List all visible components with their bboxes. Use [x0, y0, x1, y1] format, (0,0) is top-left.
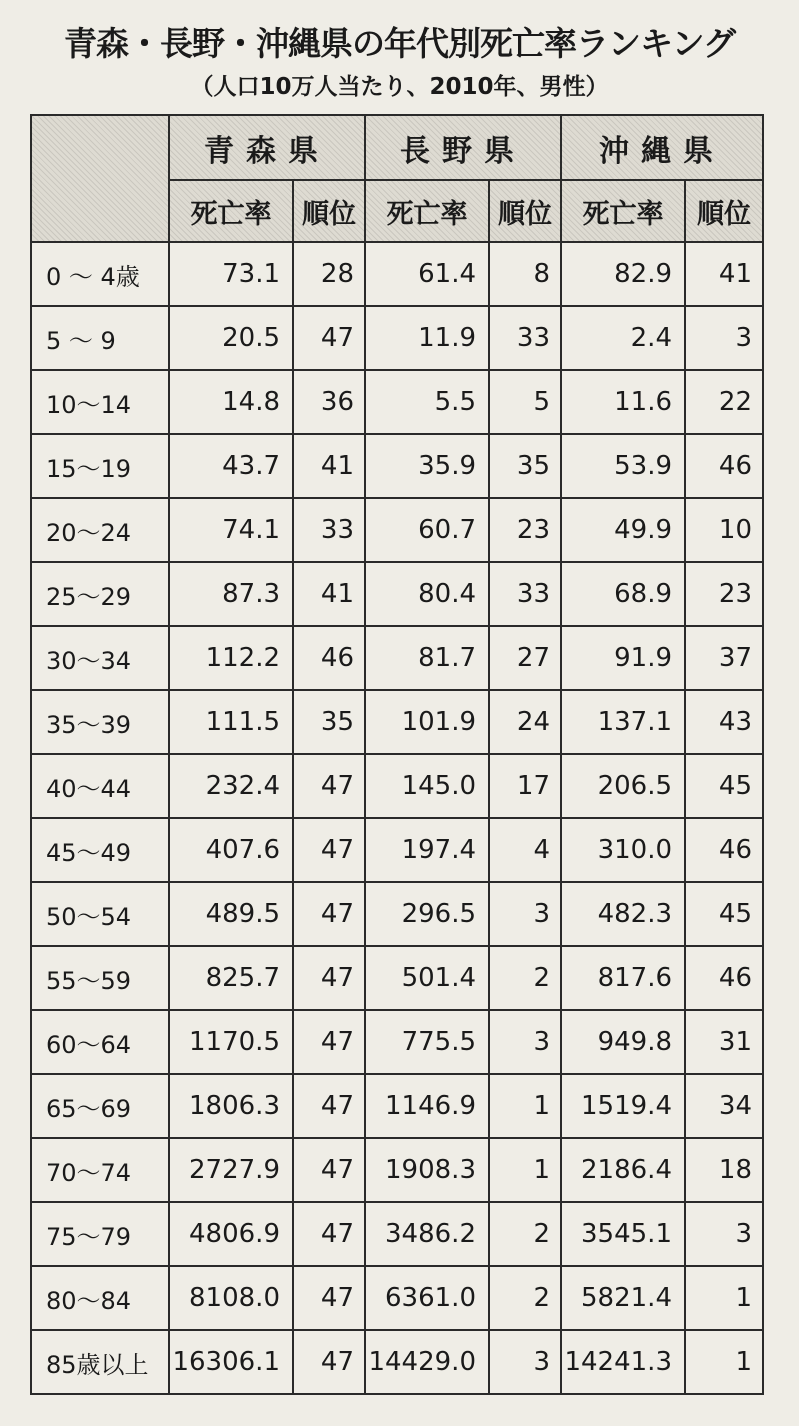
okinawa-rank-cell: 46	[685, 818, 763, 882]
table-row	[31, 562, 763, 626]
header-aomori: 青森県	[169, 115, 365, 180]
age-cell: 45～49	[31, 818, 169, 882]
header-okinawa: 沖縄県	[561, 115, 763, 180]
okinawa-rank-cell: 37	[685, 626, 763, 690]
okinawa-rank-cell: 22	[685, 370, 763, 434]
nagano-rank-cell: 5	[489, 370, 561, 434]
okinawa-rank-cell: 1	[685, 1266, 763, 1330]
aomori-rate-cell: 73.1	[169, 242, 293, 306]
age-cell: 10～14	[31, 370, 169, 434]
aomori-rank-cell: 46	[293, 626, 365, 690]
header-nagano: 長野県	[365, 115, 561, 180]
nagano-rate-cell: 101.9	[365, 690, 489, 754]
okinawa-rank-cell: 23	[685, 562, 763, 626]
age-cell: 80～84	[31, 1266, 169, 1330]
aomori-rate-cell: 16306.1	[169, 1330, 293, 1394]
okinawa-rate-cell: 53.9	[561, 434, 685, 498]
nagano-rate-cell: 501.4	[365, 946, 489, 1010]
okinawa-rank-cell: 45	[685, 754, 763, 818]
okinawa-rate-cell: 5821.4	[561, 1266, 685, 1330]
age-cell: 70～74	[31, 1138, 169, 1202]
nagano-rank-cell: 35	[489, 434, 561, 498]
table-row	[31, 946, 763, 1010]
nagano-rate-cell: 775.5	[365, 1010, 489, 1074]
nagano-rank-cell: 2	[489, 946, 561, 1010]
aomori-rate-cell: 74.1	[169, 498, 293, 562]
nagano-rate-cell: 3486.2	[365, 1202, 489, 1266]
aomori-rank-cell: 47	[293, 1074, 365, 1138]
aomori-rank-cell: 47	[293, 946, 365, 1010]
okinawa-rank-cell: 41	[685, 242, 763, 306]
age-cell: 30～34	[31, 626, 169, 690]
header-corner-cell	[31, 115, 169, 242]
aomori-rank-cell: 36	[293, 370, 365, 434]
age-cell: 75～79	[31, 1202, 169, 1266]
okinawa-rank-cell: 45	[685, 882, 763, 946]
nagano-rank-cell: 27	[489, 626, 561, 690]
aomori-rate-cell: 20.5	[169, 306, 293, 370]
header-nagano-rank: 順位	[489, 180, 561, 242]
nagano-rank-cell: 3	[489, 1330, 561, 1394]
okinawa-rate-cell: 137.1	[561, 690, 685, 754]
nagano-rate-cell: 11.9	[365, 306, 489, 370]
nagano-rank-cell: 1	[489, 1074, 561, 1138]
nagano-rank-cell: 17	[489, 754, 561, 818]
aomori-rate-cell: 489.5	[169, 882, 293, 946]
aomori-rate-cell: 8108.0	[169, 1266, 293, 1330]
nagano-rate-cell: 1146.9	[365, 1074, 489, 1138]
okinawa-rank-cell: 31	[685, 1010, 763, 1074]
nagano-rank-cell: 33	[489, 562, 561, 626]
okinawa-rate-cell: 11.6	[561, 370, 685, 434]
okinawa-rank-cell: 10	[685, 498, 763, 562]
aomori-rate-cell: 111.5	[169, 690, 293, 754]
nagano-rate-cell: 5.5	[365, 370, 489, 434]
aomori-rank-cell: 47	[293, 1330, 365, 1394]
okinawa-rate-cell: 3545.1	[561, 1202, 685, 1266]
nagano-rate-cell: 14429.0	[365, 1330, 489, 1394]
header-aomori-rank: 順位	[293, 180, 365, 242]
nagano-rank-cell: 1	[489, 1138, 561, 1202]
table-row	[31, 626, 763, 690]
aomori-rate-cell: 14.8	[169, 370, 293, 434]
table-row	[31, 1266, 763, 1330]
okinawa-rate-cell: 49.9	[561, 498, 685, 562]
okinawa-rank-cell: 43	[685, 690, 763, 754]
aomori-rate-cell: 825.7	[169, 946, 293, 1010]
aomori-rank-cell: 28	[293, 242, 365, 306]
age-cell: 35～39	[31, 690, 169, 754]
nagano-rank-cell: 8	[489, 242, 561, 306]
page-subtitle: （人口10万人当たり、2010年、男性）	[190, 74, 609, 100]
aomori-rank-cell: 47	[293, 1138, 365, 1202]
aomori-rate-cell: 4806.9	[169, 1202, 293, 1266]
header-okinawa-rank: 順位	[685, 180, 763, 242]
okinawa-rate-cell: 206.5	[561, 754, 685, 818]
age-cell: 20～24	[31, 498, 169, 562]
aomori-rate-cell: 43.7	[169, 434, 293, 498]
nagano-rate-cell: 1908.3	[365, 1138, 489, 1202]
aomori-rate-cell: 1170.5	[169, 1010, 293, 1074]
age-cell: 15～19	[31, 434, 169, 498]
nagano-rank-cell: 24	[489, 690, 561, 754]
nagano-rank-cell: 4	[489, 818, 561, 882]
age-cell: 40～44	[31, 754, 169, 818]
aomori-rank-cell: 47	[293, 882, 365, 946]
okinawa-rate-cell: 2186.4	[561, 1138, 685, 1202]
okinawa-rate-cell: 91.9	[561, 626, 685, 690]
table-row	[31, 498, 763, 562]
aomori-rank-cell: 47	[293, 818, 365, 882]
age-cell: 50～54	[31, 882, 169, 946]
aomori-rank-cell: 47	[293, 1010, 365, 1074]
header-nagano-rate: 死亡率	[365, 180, 489, 242]
okinawa-rank-cell: 34	[685, 1074, 763, 1138]
nagano-rate-cell: 61.4	[365, 242, 489, 306]
page-title: 青森・長野・沖縄県の年代別死亡率ランキング	[63, 24, 735, 63]
okinawa-rate-cell: 82.9	[561, 242, 685, 306]
nagano-rate-cell: 35.9	[365, 434, 489, 498]
aomori-rate-cell: 1806.3	[169, 1074, 293, 1138]
nagano-rate-cell: 80.4	[365, 562, 489, 626]
aomori-rate-cell: 2727.9	[169, 1138, 293, 1202]
okinawa-rate-cell: 2.4	[561, 306, 685, 370]
okinawa-rank-cell: 46	[685, 946, 763, 1010]
age-cell: 85歳以上	[31, 1330, 169, 1394]
table-row	[31, 754, 763, 818]
nagano-rank-cell: 33	[489, 306, 561, 370]
nagano-rate-cell: 81.7	[365, 626, 489, 690]
aomori-rate-cell: 87.3	[169, 562, 293, 626]
aomori-rank-cell: 41	[293, 562, 365, 626]
nagano-rate-cell: 145.0	[365, 754, 489, 818]
age-cell: 0 ～ 4歳	[31, 242, 169, 306]
aomori-rank-cell: 47	[293, 1266, 365, 1330]
age-cell: 60～64	[31, 1010, 169, 1074]
table-row	[31, 1138, 763, 1202]
okinawa-rank-cell: 18	[685, 1138, 763, 1202]
okinawa-rate-cell: 68.9	[561, 562, 685, 626]
nagano-rank-cell: 3	[489, 882, 561, 946]
aomori-rank-cell: 41	[293, 434, 365, 498]
age-cell: 25～29	[31, 562, 169, 626]
header-okinawa-rate: 死亡率	[561, 180, 685, 242]
okinawa-rate-cell: 482.3	[561, 882, 685, 946]
aomori-rank-cell: 47	[293, 754, 365, 818]
table-row	[31, 242, 763, 306]
table-row	[31, 1010, 763, 1074]
nagano-rate-cell: 60.7	[365, 498, 489, 562]
table-row	[31, 370, 763, 434]
age-cell: 5 ～ 9	[31, 306, 169, 370]
nagano-rank-cell: 3	[489, 1010, 561, 1074]
nagano-rank-cell: 2	[489, 1266, 561, 1330]
table-row	[31, 818, 763, 882]
nagano-rank-cell: 2	[489, 1202, 561, 1266]
mortality-table	[30, 114, 764, 1395]
age-cell: 55～59	[31, 946, 169, 1010]
table-row	[31, 690, 763, 754]
header-row-prefectures	[31, 115, 763, 180]
aomori-rate-cell: 407.6	[169, 818, 293, 882]
nagano-rate-cell: 6361.0	[365, 1266, 489, 1330]
aomori-rank-cell: 47	[293, 306, 365, 370]
table-row	[31, 1074, 763, 1138]
okinawa-rate-cell: 817.6	[561, 946, 685, 1010]
aomori-rank-cell: 35	[293, 690, 365, 754]
okinawa-rate-cell: 949.8	[561, 1010, 685, 1074]
okinawa-rank-cell: 3	[685, 1202, 763, 1266]
aomori-rank-cell: 33	[293, 498, 365, 562]
okinawa-rank-cell: 46	[685, 434, 763, 498]
nagano-rate-cell: 296.5	[365, 882, 489, 946]
table-row	[31, 1202, 763, 1266]
nagano-rank-cell: 23	[489, 498, 561, 562]
table-row	[31, 882, 763, 946]
aomori-rate-cell: 112.2	[169, 626, 293, 690]
table-row	[31, 1330, 763, 1394]
aomori-rate-cell: 232.4	[169, 754, 293, 818]
age-cell: 65～69	[31, 1074, 169, 1138]
okinawa-rank-cell: 3	[685, 306, 763, 370]
header-aomori-rate: 死亡率	[169, 180, 293, 242]
table-row	[31, 306, 763, 370]
table-row	[31, 434, 763, 498]
okinawa-rate-cell: 14241.3	[561, 1330, 685, 1394]
okinawa-rate-cell: 1519.4	[561, 1074, 685, 1138]
okinawa-rank-cell: 1	[685, 1330, 763, 1394]
aomori-rank-cell: 47	[293, 1202, 365, 1266]
okinawa-rate-cell: 310.0	[561, 818, 685, 882]
nagano-rate-cell: 197.4	[365, 818, 489, 882]
